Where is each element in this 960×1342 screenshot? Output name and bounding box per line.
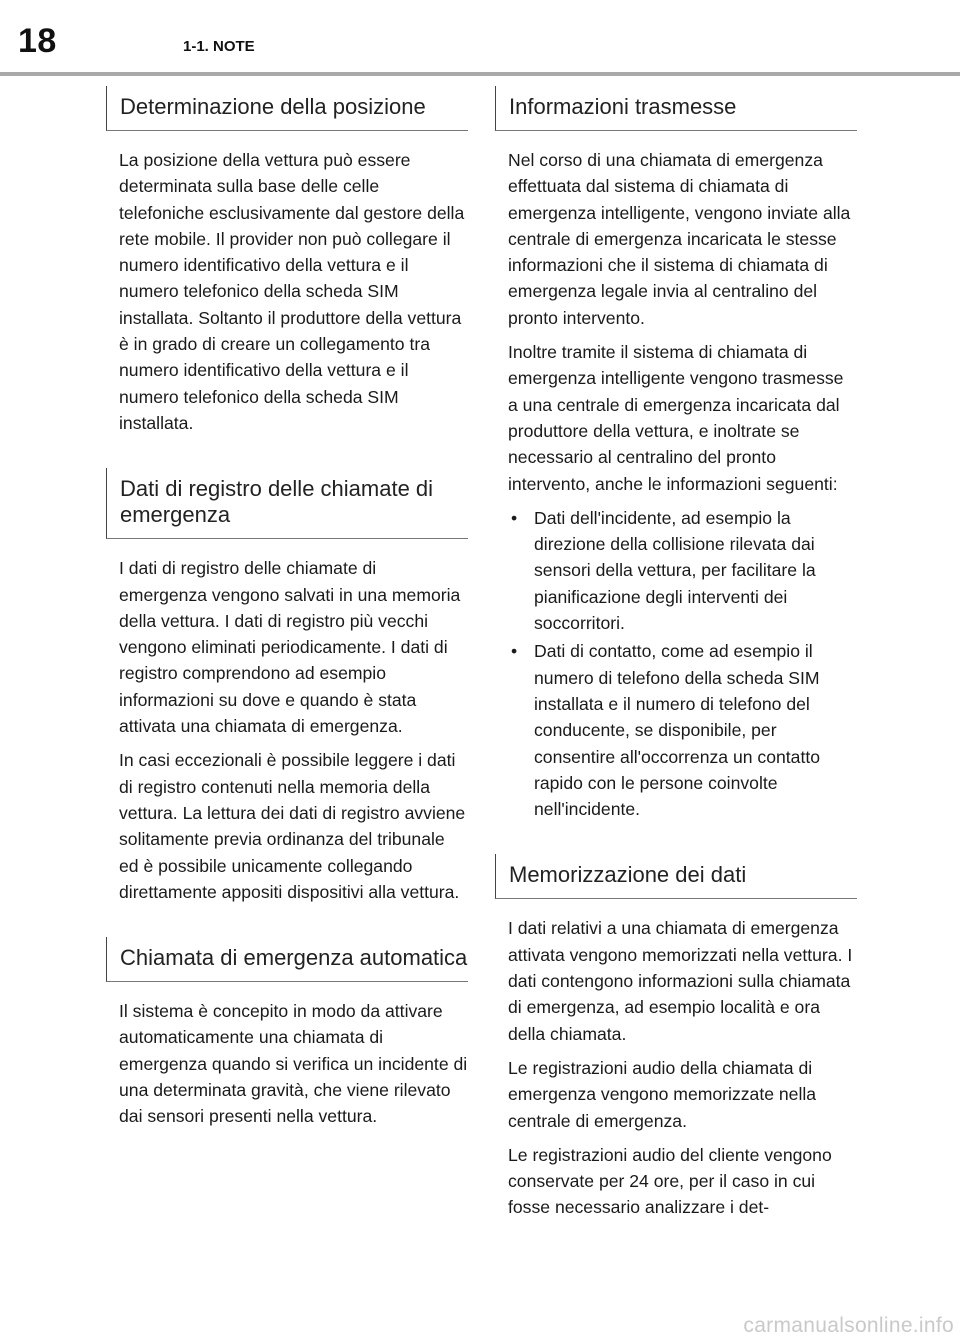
paragraph: I dati di registro delle chiamate di emergenza vengono salvati in una memoria della vettura. I dati di registro più vecchi vengono eliminati periodicamente. I dati di registro comprendono ad esempio informazioni su dove e quando è stata attivata una chiamata di emergenza. <box>119 558 461 737</box>
paragraph: In casi eccezionali è possibile leggere i dati di registro contenuti nella memoria della vettura. La lettura dei dati di registro avviene solitamente previa ordinanza del tribunale ed è possibile unicamente collegando direttamente appositi dispositivi alla vettura. <box>119 750 466 902</box>
page-number: 18 <box>18 22 57 60</box>
section-heading: Memorizzazione dei dati <box>509 862 747 888</box>
list-item-text: Dati dell'incidente, ad esempio la direzione della collisione rilevata dai sensori della vettura, per facilitare la pianificazione degli interventi dei soccorritori. <box>534 507 816 634</box>
bullet-icon: • <box>511 641 518 662</box>
paragraph: Inoltre tramite il sistema di chiamata di emergenza intelligente vengono trasmesse a una centrale di emergenza incaricata dal produttore della vettura, e inoltrate se necessario al centralino del pronto intervento, anche le informazioni seguenti: <box>508 342 844 494</box>
section-heading: Chiamata di emergenza automatica <box>120 945 468 971</box>
header-divider <box>0 72 960 76</box>
bullet-icon: • <box>511 507 518 528</box>
paragraph: Le registrazioni audio della chiamata di emergenza vengono memorizzate nella centrale di emergenza. <box>508 1057 817 1131</box>
list-item-text: Dati di contatto, come ad esempio il numero di telefono della scheda SIM installata e il numero di telefono del conducente, se disponibile, per consentire all'occorrenza un contatto rapido con le persone coinvolte nell'incidente. <box>534 641 821 820</box>
heading-box-transmitted-info <box>495 86 857 131</box>
left-column <box>106 86 468 1138</box>
paragraph: Il sistema è concepito in modo da attivare automaticamente una chiamata di emergenza quando si verifica un incidente di una determinata gravità, che viene rilevato dai sensori presenti nella vettura. <box>119 1001 468 1127</box>
section-reference: 1-1. NOTE <box>183 38 255 55</box>
paragraph: Le registrazioni audio del cliente vengono conservate per 24 ore, per il caso in cui fosse necessario analizzare i det- <box>508 1144 832 1218</box>
paragraph: I dati relativi a una chiamata di emergenza attivata vengono memorizzati nella vettura. I dati contengono informazioni sulla chiamata di emergenza, ad esempio località e ora della chiamata. <box>508 918 853 1044</box>
heading-box-data-storage <box>495 854 857 899</box>
watermark: carmanualsonline.info <box>743 1314 954 1337</box>
heading-box-position <box>106 86 468 131</box>
section-heading: Informazioni trasmesse <box>509 94 737 119</box>
paragraph: La posizione della vettura può essere determinata sulla base delle celle telefoniche esclusivamente dal gestore della rete mobile. Il provider non può collegare il numero identificativo della vettura e il numero telefonico della scheda SIM installata. Soltanto il produttore della vettura è in grado di creare un collegamento tra numero identificativo della vettura e il numero telefonico della scheda SIM installata. <box>119 150 465 433</box>
list-item <box>508 638 857 822</box>
section-heading: Determinazione della posizione <box>120 94 426 119</box>
bullet-list <box>508 505 857 823</box>
section-heading: Dati di registro delle chiamate di emergenza <box>120 476 434 528</box>
list-item <box>508 505 857 636</box>
right-column <box>495 86 857 1229</box>
page-header <box>0 0 960 76</box>
paragraph: Nel corso di una chiamata di emergenza effettuata dal sistema di chiamata di emergenza intelligente, vengono inviate alla centrale di emergenza incaricata le stesse informazioni che il sistema di chiamata di emergenza legale invia al centralino del pronto intervento. <box>508 150 851 328</box>
heading-box-automatic-call <box>106 937 468 982</box>
heading-box-log-data <box>106 468 468 539</box>
